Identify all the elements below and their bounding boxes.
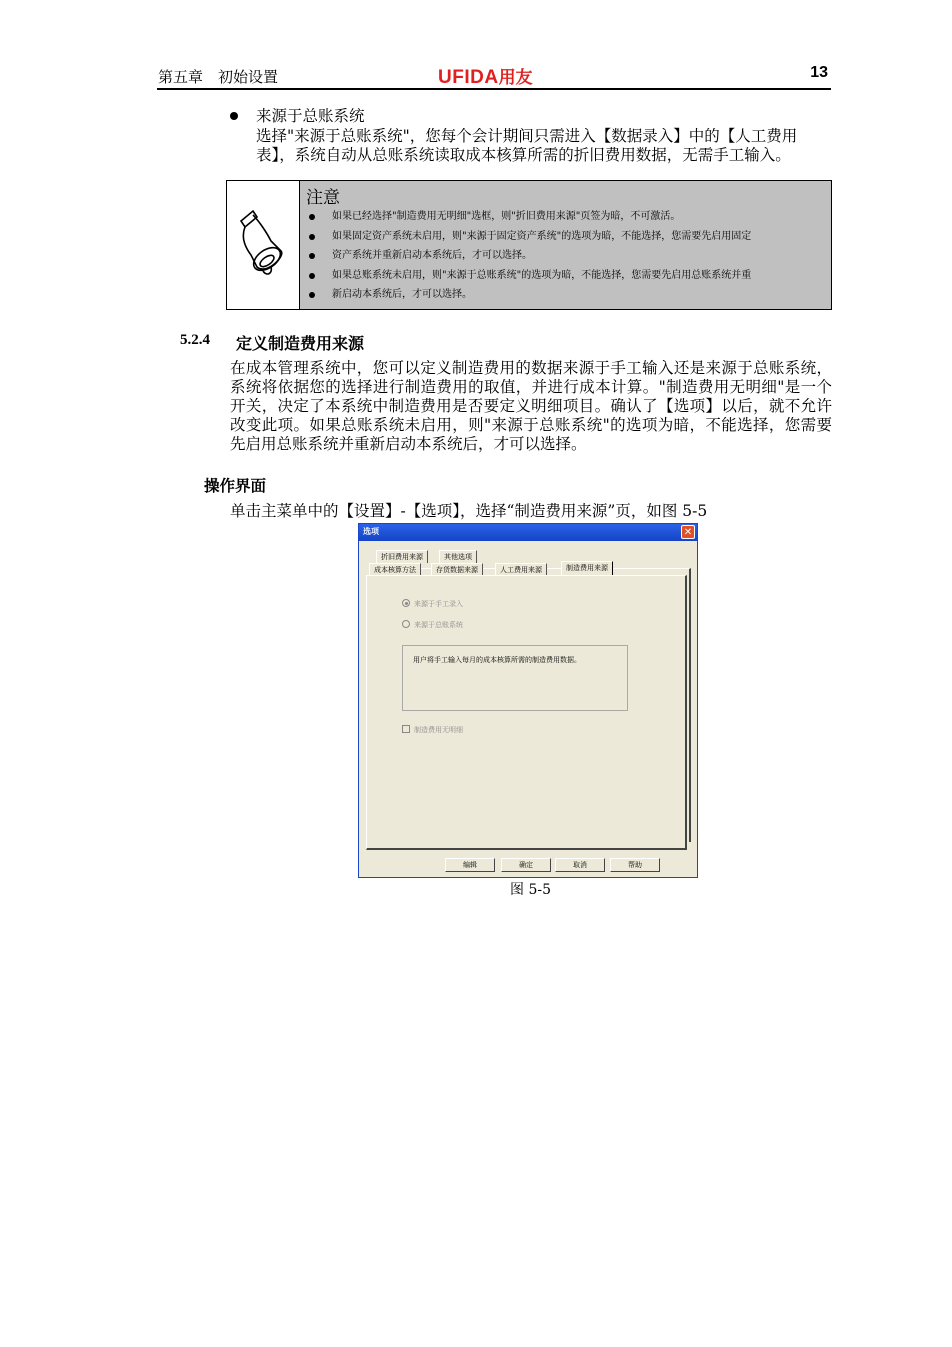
checkbox-label: 制造费用无明细 bbox=[414, 726, 463, 734]
tab-panel bbox=[366, 575, 687, 850]
dialog-titlebar bbox=[359, 524, 697, 541]
note-icon-cell bbox=[227, 181, 300, 309]
logo-latin: UFIDA bbox=[438, 67, 499, 88]
description-box bbox=[402, 645, 628, 711]
radio-general-ledger[interactable] bbox=[402, 620, 463, 630]
bullet-icon bbox=[230, 112, 238, 120]
radio-manual[interactable] bbox=[402, 599, 463, 609]
radio-manual-label: 来源于手工录入 bbox=[414, 600, 463, 608]
tab-costing-method[interactable]: 成本核算方法 bbox=[369, 563, 421, 576]
close-button[interactable]: ✕ bbox=[681, 525, 695, 539]
options-dialog bbox=[358, 523, 698, 878]
header-rule bbox=[157, 88, 831, 90]
radio-icon bbox=[402, 620, 410, 628]
bullet-title: 来源于总账系统 bbox=[256, 107, 365, 125]
radio-gl-label: 来源于总账系统 bbox=[414, 621, 463, 629]
no-detail-checkbox[interactable] bbox=[402, 725, 463, 735]
operation-title: 操作界面 bbox=[204, 476, 267, 495]
section-title: 定义制造费用来源 bbox=[236, 334, 365, 353]
radio-selected-icon bbox=[402, 599, 410, 607]
section-paragraph: 在成本管理系统中，您可以定义制造费用的数据来源于手工输入还是来源于总账系统，系统将依据您的选择进行制造费用的取值，并进行成本计算。"制造费用无明细"是一个开关，决定了本系统中制造费用是否要定义明细项目。确认了【选项】以后，就不允许改变此项。如果总账系统未启用，则"来源于总账系统"的选项为暗，不能选择，您需要先启用总账系统并重新启动本系统后，才可以选择。 bbox=[230, 359, 832, 453]
ok-button[interactable]: 确定 bbox=[501, 858, 551, 872]
tab-overhead-source[interactable]: 制造费用来源 bbox=[561, 561, 613, 576]
dialog-title: 选项 bbox=[363, 527, 379, 536]
note-box bbox=[226, 180, 832, 310]
logo-cjk: 用友 bbox=[498, 68, 533, 87]
page-number: 13 bbox=[810, 64, 828, 81]
tab-depreciation-source[interactable]: 折旧费用来源 bbox=[376, 550, 428, 563]
note-content bbox=[300, 181, 831, 309]
description-text: 用户将手工输入每月的成本核算所需的制造费用数据。 bbox=[413, 656, 581, 664]
help-button[interactable]: 帮助 bbox=[610, 858, 660, 872]
edit-button[interactable]: 编辑 bbox=[445, 858, 495, 872]
list-item: 如果已经选择"制造费用无明细"选框，则"折旧费用来源"页签为暗，不可激活。 bbox=[306, 207, 751, 227]
tab-other-options[interactable]: 其他选项 bbox=[439, 550, 477, 563]
checkbox-icon bbox=[402, 725, 410, 733]
note-title: 注意 bbox=[306, 188, 340, 208]
section-number: 5.2.4 bbox=[180, 332, 210, 348]
running-header-chapter: 第五章 初始设置 bbox=[158, 68, 279, 86]
cancel-button[interactable]: 取消 bbox=[555, 858, 605, 872]
bullet-body: 选择"来源于总账系统"，您每个会计期间只需进入【数据录入】中的【人工费用表】，系统自动从总账系统读取成本核算所需的折旧费用数据，无需手工输入。 bbox=[256, 127, 798, 164]
ufida-logo bbox=[438, 63, 533, 89]
note-list bbox=[306, 207, 751, 305]
tab-labor-source[interactable]: 人工费用来源 bbox=[495, 563, 547, 576]
bell-icon bbox=[227, 181, 299, 309]
list-item: 如果总账系统未启用，则"来源于总账系统"的选项为暗，不能选择，您需要先启用总账系统并重 bbox=[306, 266, 751, 286]
list-item: 新启动本系统后，才可以选择。 bbox=[306, 285, 751, 305]
list-item: 如果固定资产系统未启用，则"来源于固定资产系统"的选项为暗，不能选择，您需要先启用固定 bbox=[306, 227, 751, 247]
operation-text: 单击主菜单中的【设置】-【选项】，选择“制造费用来源”页，如图 5-5 bbox=[230, 502, 708, 520]
tab-inventory-source[interactable]: 存货数据来源 bbox=[431, 563, 483, 576]
figure-caption: 图 5-5 bbox=[510, 882, 551, 898]
list-item: 资产系统并重新启动本系统后，才可以选择。 bbox=[306, 246, 751, 266]
